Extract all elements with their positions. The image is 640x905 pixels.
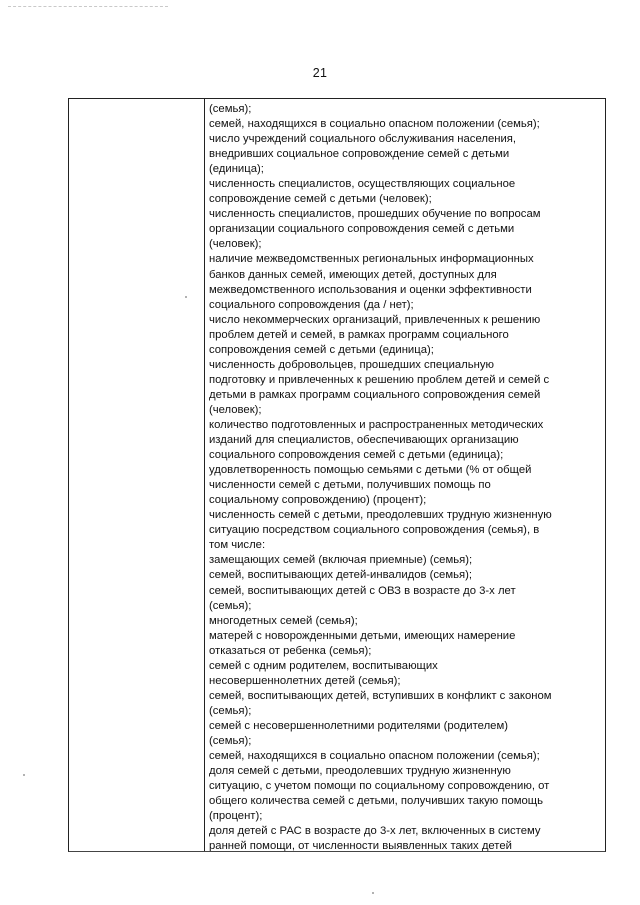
text-line: несовершеннолетних детей (семья); [209,674,401,687]
text-line: семей с одним родителем, воспитывающих [209,659,438,672]
text-line: внедривших социальное сопровождение семей с детьми [209,148,510,161]
text-line: замещающих семей (включая приемные) (семья); [209,554,473,567]
text-line: семей, находящихся в социально опасном положении (семья); [209,118,540,131]
text-line: наличие межведомственных региональных информационных [209,253,534,266]
text-line: сопровождение семей с детьми (человек); [209,193,432,206]
scan-artifact-line [8,6,168,7]
text-line: (семья); [209,734,252,747]
text-line: социальному сопровождению) (процент); [209,494,427,507]
text-line: организации социального сопровождения семей с детьми [209,223,515,236]
text-line: банков данных семей, имеющих детей, доступных для [209,268,497,281]
text-line: удовлетворенность помощью семьями с детьми (% от общей [209,464,532,477]
text-line: проблем детей и семей, в рамках программ социального [209,328,509,341]
indicator-table [68,98,606,852]
text-line: доля семей с детьми, преодолевших трудную жизненную [209,765,511,778]
text-line: том числе: [209,539,266,552]
scan-speck [372,892,374,894]
text-line: многодетных семей (семья); [209,614,358,627]
text-line: (человек); [209,238,262,251]
text-line: доля детей с РАС в возрасте до 3-х лет, включенных в систему [209,825,541,838]
text-line: численность добровольцев, прошедших специальную [209,358,495,371]
text-line: социального сопровождения (да / нет); [209,298,414,311]
text-line: (семья); [209,103,252,115]
text-line: (человек); [209,403,262,416]
text-line: (единица); [209,163,264,176]
text-line: численность специалистов, прошедших обучение по вопросам [209,208,541,221]
text-line: ситуацию посредством социального сопровождения (семья), в [209,524,540,537]
page-number: 21 [312,66,328,80]
text-line: численности семей с детьми, получивших помощь по [209,479,491,492]
text-line: семей, воспитывающих детей с ОВЗ в возрасте до 3-х лет [209,584,516,597]
text-line: общего количества семей с детьми, получивших такую помощь [209,795,543,808]
text-line: число некоммерческих организаций, привлеченных к решению [209,313,541,326]
text-line: (семья); [209,599,252,612]
scan-speck [23,774,25,776]
scan-speck [185,296,187,298]
text-line: ситуацию, с учетом помощи по социальному сопровождению, от [209,780,550,793]
text-line: численность семей с детьми, преодолевших трудную жизненную [209,509,552,522]
text-line: семей с несовершеннолетними родителями (родителем) [209,719,508,732]
text-line: количество подготовленных и распространенных методических [209,418,544,431]
table-cell-left-empty [69,99,205,851]
text-line: подготовку и привлеченных к решению проблем детей и семей с [209,373,550,386]
text-line: (семья); [209,704,252,717]
text-line: межведомственного использования и оценки эффективности [209,283,532,296]
text-line: социального сопровождения семей с детьми (единица); [209,449,504,462]
text-line: семей, воспитывающих детей-инвалидов (семья); [209,569,473,582]
text-line: ранней помощи, от численности выявленных таких детей [209,840,512,851]
text-line: изданий для специалистов, обеспечивающих организацию [209,434,519,447]
text-line: отказаться от ребенка (семья); [209,644,372,657]
text-line: матерей с новорожденными детьми, имеющих намерение [209,629,516,642]
text-line: число учреждений социального обслуживания населения, [209,133,517,146]
table-cell-indicators [205,99,605,851]
text-line: семей, воспитывающих детей, вступивших в конфликт с законом [209,689,552,702]
text-line: семей, находящихся в социально опасном положении (семья); [209,750,540,763]
text-line: детьми в рамках программ социального сопровождения семей [209,388,541,401]
text-line: (процент); [209,810,263,823]
text-line: сопровождения семей с детьми (единица); [209,343,434,356]
text-line: численность специалистов, осуществляющих социальное [209,178,516,191]
